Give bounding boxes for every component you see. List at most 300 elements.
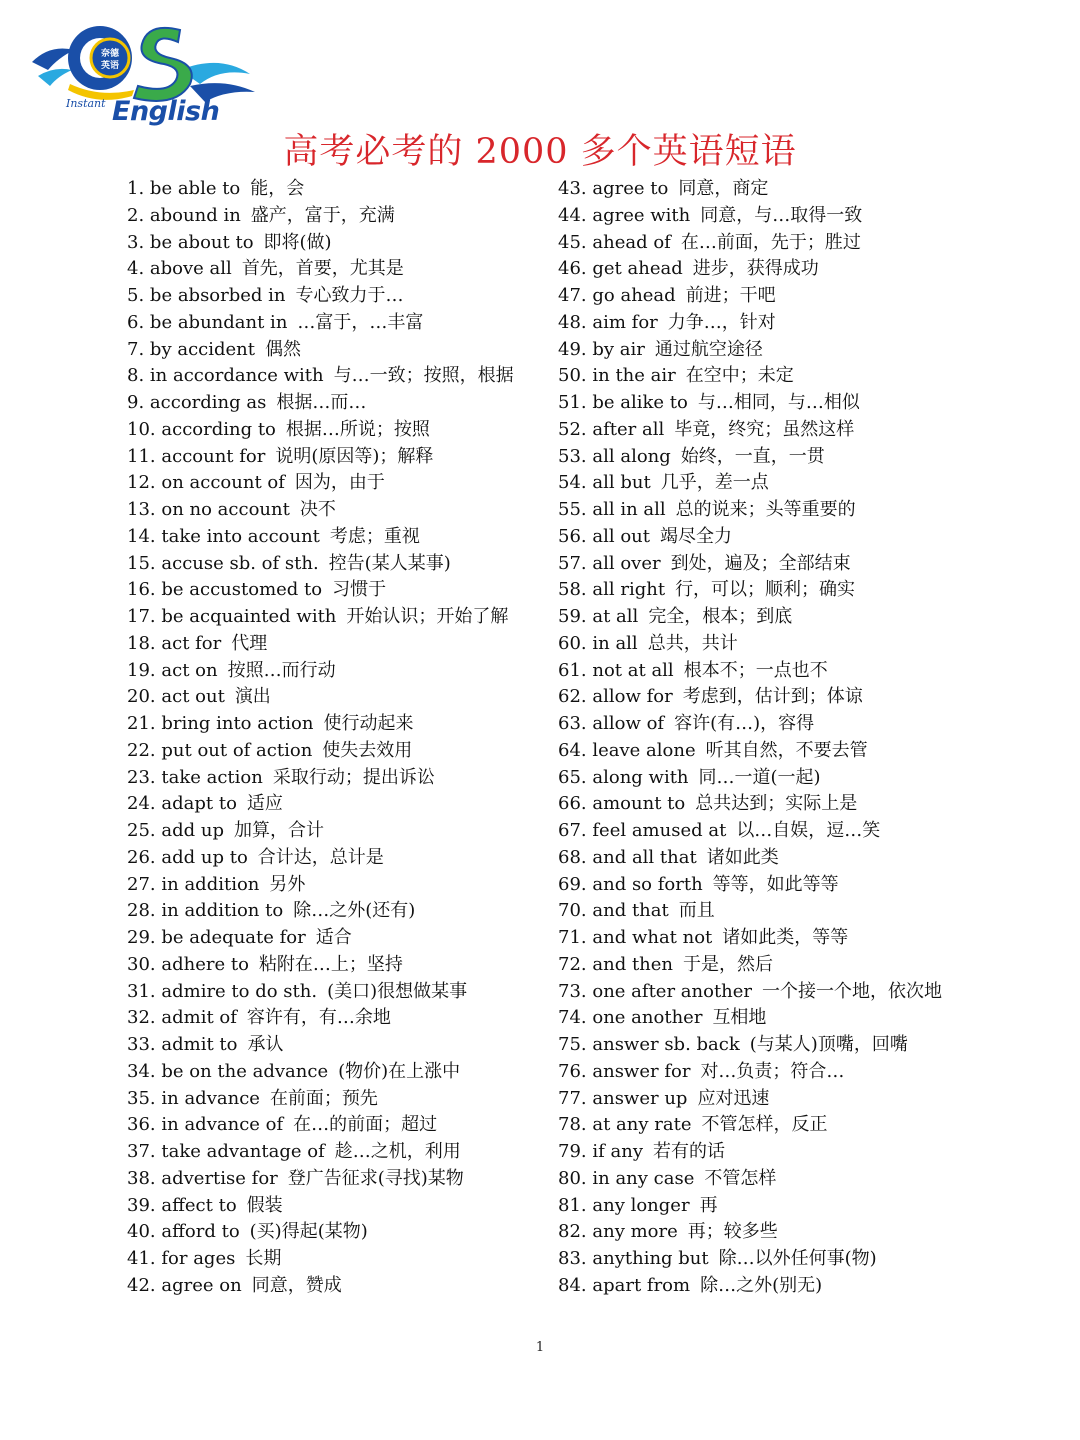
entry-meaning: 总的说来；头等重要的 xyxy=(675,499,856,520)
phrase-entry xyxy=(127,176,547,203)
entry-meaning: 在空中；未定 xyxy=(685,365,794,387)
entry-number: 55. xyxy=(558,499,587,520)
phrase-entry xyxy=(558,1273,1058,1300)
entry-meaning: 而且 xyxy=(678,900,715,922)
entry-phrase: by accident xyxy=(149,338,255,360)
entry-meaning: 再；较多些 xyxy=(687,1221,778,1243)
entry-meaning: 趁…之机，利用 xyxy=(334,1141,461,1162)
phrase-entry xyxy=(558,444,1058,471)
entry-number: 83. xyxy=(558,1248,587,1269)
entry-phrase: in the air xyxy=(592,365,676,387)
entry-phrase: be accustomed to xyxy=(161,579,323,601)
entry-meaning: 适应 xyxy=(246,793,283,815)
entry-number: 77. xyxy=(558,1087,587,1109)
entry-number: 57. xyxy=(558,552,587,574)
phrase-entry xyxy=(127,1005,547,1032)
entry-meaning: 完全，根本；到底 xyxy=(648,606,793,627)
entry-phrase: in any case xyxy=(592,1167,695,1189)
phrase-entry xyxy=(127,1086,547,1113)
entry-phrase: in accordance with xyxy=(149,365,324,387)
entry-number: 33. xyxy=(127,1034,156,1055)
entry-meaning: 应对迅速 xyxy=(697,1087,770,1109)
entry-meaning: (与某人)顶嘴，回嘴 xyxy=(749,1034,908,1055)
entry-meaning: 习惯于 xyxy=(332,579,387,601)
page-number: 1 xyxy=(535,1340,545,1355)
phrase-entry xyxy=(558,230,1058,257)
entry-phrase: advertise for xyxy=(161,1167,278,1189)
phrase-entry xyxy=(127,684,547,711)
entry-phrase: adapt to xyxy=(161,793,237,815)
entry-meaning: 使行动起来 xyxy=(323,713,414,734)
entry-number: 25. xyxy=(127,820,156,841)
entry-number: 38. xyxy=(127,1167,156,1189)
entry-meaning: 以…自娱，逗…笑 xyxy=(736,820,881,841)
entry-phrase: and all that xyxy=(592,846,697,868)
phrase-entry xyxy=(558,604,1058,631)
entry-meaning: 同意，与…取得一致 xyxy=(700,204,863,226)
entry-meaning: 加算，合计 xyxy=(234,820,324,841)
phrase-entry xyxy=(558,658,1058,685)
phrase-entry xyxy=(558,1219,1058,1246)
entry-meaning: 容许(有…)，容得 xyxy=(674,713,815,734)
entry-meaning: 与…一致；按照，根据 xyxy=(333,365,514,387)
entry-number: 49. xyxy=(558,338,587,360)
phrase-entry xyxy=(558,684,1058,711)
entry-phrase: and then xyxy=(592,953,674,975)
phrase-entry xyxy=(127,310,547,337)
entry-meaning: 总共，共计 xyxy=(647,632,738,654)
entry-number: 26. xyxy=(127,846,156,868)
entry-phrase: answer up xyxy=(592,1087,688,1109)
entry-number: 71. xyxy=(558,927,587,948)
phrase-entry xyxy=(558,470,1058,497)
phrase-entry xyxy=(558,577,1058,604)
phrase-entry xyxy=(127,577,547,604)
entry-number: 64. xyxy=(558,739,587,761)
entry-meaning: 开始认识；开始了解 xyxy=(346,606,509,627)
entry-number: 23. xyxy=(127,766,156,788)
entry-number: 65. xyxy=(558,766,587,788)
phrase-entry xyxy=(558,898,1058,925)
phrase-entry xyxy=(127,283,547,310)
entry-number: 41. xyxy=(127,1248,156,1269)
entry-meaning: 决不 xyxy=(299,499,336,520)
phrase-entry xyxy=(558,551,1058,578)
entry-phrase: be about to xyxy=(149,231,254,253)
entry-number: 82. xyxy=(558,1221,587,1243)
entry-number: 66. xyxy=(558,793,587,815)
entry-phrase: and what not xyxy=(592,927,713,948)
entry-meaning: 与…相同，与…相似 xyxy=(697,392,860,413)
entry-meaning: 同…一道(一起) xyxy=(698,766,821,788)
entry-phrase: in advance xyxy=(161,1087,260,1109)
entry-number: 40. xyxy=(127,1221,156,1243)
entry-phrase: on account of xyxy=(161,472,285,494)
entry-meaning: 根本不；一点也不 xyxy=(683,659,828,681)
entry-meaning: 除…以外任何事(物) xyxy=(718,1248,877,1269)
entry-number: 27. xyxy=(127,873,156,895)
entry-meaning: 除…之外(还有) xyxy=(293,900,416,922)
entry-number: 24. xyxy=(127,793,156,815)
entry-meaning: 到处，遍及；全部结束 xyxy=(670,552,851,574)
entry-phrase: be abundant in xyxy=(149,311,288,333)
entry-meaning: 同意，赞成 xyxy=(251,1274,342,1296)
entry-number: 84. xyxy=(558,1274,587,1296)
entry-number: 61. xyxy=(558,659,587,681)
entry-phrase: add up xyxy=(161,820,224,841)
entry-meaning: 适合 xyxy=(315,927,352,948)
phrase-entry xyxy=(558,925,1058,952)
phrase-entry xyxy=(127,417,547,444)
phrase-entry xyxy=(127,658,547,685)
entry-phrase: add up to xyxy=(161,846,248,868)
phrase-entry xyxy=(127,230,547,257)
entry-number: 32. xyxy=(127,1007,156,1029)
phrase-entry xyxy=(558,176,1058,203)
entry-phrase: be acquainted with xyxy=(161,606,337,627)
entry-meaning: 控告(某人某事) xyxy=(328,552,451,574)
entry-phrase: at any rate xyxy=(592,1114,692,1136)
phrase-entry xyxy=(127,898,547,925)
phrase-entry xyxy=(558,952,1058,979)
entry-meaning: 竭尽全力 xyxy=(660,525,733,547)
phrase-entry xyxy=(558,1005,1058,1032)
entry-number: 46. xyxy=(558,258,587,280)
entry-meaning: 在前面；预先 xyxy=(269,1087,378,1109)
entry-number: 67. xyxy=(558,820,587,841)
entry-phrase: according to xyxy=(161,418,276,440)
page-title: 高考必考的 2000 多个英语短语 xyxy=(283,132,797,172)
entry-phrase: all out xyxy=(592,525,651,547)
entry-meaning: 总共达到；实际上是 xyxy=(695,793,858,815)
entry-phrase: all over xyxy=(592,552,661,574)
phrase-entry xyxy=(127,497,547,524)
phrase-entry xyxy=(127,1219,547,1246)
phrase-entry xyxy=(127,738,547,765)
entry-meaning: 对…负责；符合… xyxy=(700,1060,845,1082)
phrase-entry xyxy=(127,256,547,283)
entry-phrase: any longer xyxy=(592,1194,690,1216)
entry-number: 81. xyxy=(558,1194,587,1216)
phrase-entry xyxy=(558,1059,1058,1086)
entry-number: 28. xyxy=(127,900,156,922)
entry-number: 15. xyxy=(127,552,156,574)
entry-number: 60. xyxy=(558,632,587,654)
logo-badge-text-top: 奈德 xyxy=(100,49,120,59)
entry-phrase: allow for xyxy=(592,686,673,708)
entry-phrase: at all xyxy=(592,606,639,627)
phrase-entry xyxy=(558,1112,1058,1139)
phrase-entry xyxy=(558,337,1058,364)
entry-phrase: admire to do sth. xyxy=(161,980,318,1002)
entry-phrase: act on xyxy=(161,659,218,681)
entry-number: 79. xyxy=(558,1141,587,1162)
entry-phrase: all in all xyxy=(592,499,666,520)
entry-number: 53. xyxy=(558,445,587,467)
entry-phrase: feel amused at xyxy=(592,820,727,841)
entry-phrase: ahead of xyxy=(592,231,671,253)
entry-phrase: act out xyxy=(161,686,225,708)
entry-phrase: any more xyxy=(592,1221,678,1243)
phrase-entry xyxy=(127,1112,547,1139)
entry-number: 14. xyxy=(127,525,156,547)
entry-phrase: go ahead xyxy=(592,285,676,306)
entry-number: 72. xyxy=(558,953,587,975)
entry-meaning: 根据…而… xyxy=(276,392,367,413)
entry-meaning: 登广告征求(寻找)某物 xyxy=(287,1167,464,1189)
entry-meaning: 同意，商定 xyxy=(678,178,769,199)
phrase-entry xyxy=(558,1193,1058,1220)
phrase-entry xyxy=(127,337,547,364)
phrase-entry xyxy=(127,711,547,738)
entry-number: 21. xyxy=(127,713,156,734)
entry-phrase: take action xyxy=(161,766,263,788)
entry-phrase: accuse sb. of sth. xyxy=(161,552,319,574)
entry-phrase: agree to xyxy=(592,178,669,199)
logo-english-text: English xyxy=(112,96,220,127)
entry-meaning: 互相地 xyxy=(712,1007,767,1029)
entry-number: 51. xyxy=(558,392,587,413)
phrase-entry xyxy=(558,818,1058,845)
logo-badge-text-bottom: 英语 xyxy=(100,61,120,71)
entry-meaning: 能，会 xyxy=(250,178,305,199)
entry-number: 4. xyxy=(127,258,145,280)
entry-number: 45. xyxy=(558,231,587,253)
phrase-entry xyxy=(127,631,547,658)
entry-meaning: 几乎，差一点 xyxy=(660,472,769,494)
entry-number: 6. xyxy=(127,311,145,333)
entry-meaning: 于是，然后 xyxy=(683,953,774,975)
phrase-entry xyxy=(127,765,547,792)
entry-number: 3. xyxy=(127,231,145,253)
entry-number: 63. xyxy=(558,713,587,734)
entry-number: 20. xyxy=(127,686,156,708)
entry-number: 43. xyxy=(558,178,587,199)
entry-meaning: 采取行动；提出诉讼 xyxy=(272,766,435,788)
entry-phrase: all but xyxy=(592,472,651,494)
phrase-entry xyxy=(558,1246,1058,1273)
phrase-entry xyxy=(558,791,1058,818)
entry-number: 68. xyxy=(558,846,587,868)
entry-number: 1. xyxy=(127,178,145,199)
entry-meaning: 按照…而行动 xyxy=(227,659,336,681)
phrase-entry xyxy=(558,979,1058,1006)
entry-phrase: answer sb. back xyxy=(592,1034,740,1055)
entry-number: 75. xyxy=(558,1034,587,1055)
entry-phrase: by air xyxy=(592,338,645,360)
entry-number: 80. xyxy=(558,1167,587,1189)
entry-phrase: in all xyxy=(592,632,638,654)
entry-number: 76. xyxy=(558,1060,587,1082)
entry-phrase: for ages xyxy=(161,1248,236,1269)
entry-meaning: 粘附在…上；坚持 xyxy=(258,953,403,975)
logo-instant-text: Instant xyxy=(66,97,106,110)
entry-phrase: according as xyxy=(149,392,267,413)
entry-number: 31. xyxy=(127,980,156,1002)
entry-number: 59. xyxy=(558,606,587,627)
entry-phrase: leave alone xyxy=(592,739,696,761)
entry-phrase: take advantage of xyxy=(161,1141,325,1162)
phrase-entry xyxy=(127,872,547,899)
entry-phrase: and so forth xyxy=(592,873,703,895)
phrase-entry xyxy=(127,818,547,845)
entry-meaning: (买)得起(某物) xyxy=(249,1221,368,1243)
entry-number: 36. xyxy=(127,1114,156,1136)
phrase-entry xyxy=(127,390,547,417)
phrase-column-left xyxy=(127,176,547,1300)
entry-phrase: be on the advance xyxy=(161,1060,329,1082)
phrase-entry xyxy=(558,363,1058,390)
instant-english-logo xyxy=(30,14,260,132)
entry-number: 62. xyxy=(558,686,587,708)
entry-meaning: 使失去效用 xyxy=(322,739,413,761)
entry-number: 5. xyxy=(127,285,145,306)
entry-number: 47. xyxy=(558,285,587,306)
entry-phrase: adhere to xyxy=(161,953,249,975)
entry-phrase: aim for xyxy=(592,311,658,333)
phrase-entry xyxy=(558,497,1058,524)
entry-meaning: 除…之外(别无) xyxy=(700,1274,823,1296)
entry-number: 48. xyxy=(558,311,587,333)
phrase-entry xyxy=(127,1166,547,1193)
entry-meaning: 代理 xyxy=(231,632,268,654)
phrase-entry xyxy=(127,363,547,390)
entry-phrase: be alike to xyxy=(592,392,688,413)
entry-number: 69. xyxy=(558,873,587,895)
entry-phrase: in addition xyxy=(161,873,260,895)
entry-meaning: 毕竟，终究；虽然这样 xyxy=(674,418,855,440)
entry-phrase: afford to xyxy=(161,1221,240,1243)
entry-phrase: in addition to xyxy=(161,900,284,922)
entry-number: 39. xyxy=(127,1194,156,1216)
entry-meaning: 一个接一个地，依次地 xyxy=(762,980,943,1002)
phrase-entry xyxy=(127,604,547,631)
entry-number: 50. xyxy=(558,365,587,387)
entry-phrase: be adequate for xyxy=(161,927,306,948)
entry-phrase: agree on xyxy=(161,1274,242,1296)
entry-number: 9. xyxy=(127,392,145,413)
entry-phrase: admit to xyxy=(161,1034,238,1055)
entry-number: 44. xyxy=(558,204,587,226)
phrase-entry xyxy=(558,631,1058,658)
entry-phrase: above all xyxy=(149,258,232,280)
entry-number: 42. xyxy=(127,1274,156,1296)
phrase-entry xyxy=(127,791,547,818)
entry-meaning: 再 xyxy=(699,1194,718,1216)
entry-meaning: 前进；干吧 xyxy=(685,285,776,306)
entry-meaning: 在…的前面；超过 xyxy=(293,1114,438,1136)
entry-phrase: and that xyxy=(592,900,669,922)
phrase-entry xyxy=(127,1032,547,1059)
phrase-entry xyxy=(127,203,547,230)
phrase-entry xyxy=(558,1166,1058,1193)
entry-number: 13. xyxy=(127,499,156,520)
entry-number: 22. xyxy=(127,739,156,761)
phrase-entry xyxy=(127,1273,547,1300)
entry-number: 52. xyxy=(558,418,587,440)
entry-meaning: (物价)在上涨中 xyxy=(338,1060,461,1082)
entry-number: 10. xyxy=(127,418,156,440)
phrase-entry xyxy=(558,1139,1058,1166)
entry-meaning: 另外 xyxy=(269,873,306,895)
entry-phrase: on no account xyxy=(161,499,290,520)
entry-meaning: 盛产，富于，充满 xyxy=(250,204,395,226)
entry-meaning: 即将(做) xyxy=(263,231,332,253)
entry-number: 70. xyxy=(558,900,587,922)
entry-meaning: 诸如此类，等等 xyxy=(722,927,849,948)
entry-number: 19. xyxy=(127,659,156,681)
phrase-entry xyxy=(127,1059,547,1086)
entry-meaning: 因为，由于 xyxy=(294,472,385,494)
entry-phrase: agree with xyxy=(592,204,691,226)
entry-phrase: allow of xyxy=(592,713,665,734)
entry-number: 58. xyxy=(558,579,587,601)
phrase-entry xyxy=(558,524,1058,551)
phrase-entry xyxy=(558,203,1058,230)
entry-phrase: anything but xyxy=(592,1248,709,1269)
entry-meaning: 不管怎样，反正 xyxy=(701,1114,828,1136)
entry-meaning: 等等，如此等等 xyxy=(712,873,839,895)
entry-phrase: one another xyxy=(592,1007,703,1029)
entry-meaning: 诸如此类 xyxy=(706,846,779,868)
entry-meaning: 通过航空途径 xyxy=(654,338,763,360)
phrase-entry xyxy=(127,925,547,952)
entry-phrase: answer for xyxy=(592,1060,691,1082)
phrase-entry xyxy=(127,1193,547,1220)
entry-phrase: account for xyxy=(161,445,266,467)
entry-phrase: bring into action xyxy=(161,713,314,734)
entry-meaning: 演出 xyxy=(234,686,271,708)
entry-meaning: 说明(原因等)；解释 xyxy=(275,445,434,467)
phrase-entry xyxy=(127,524,547,551)
entry-meaning: (美口)很想做某事 xyxy=(327,980,468,1002)
entry-number: 37. xyxy=(127,1141,156,1162)
entry-number: 12. xyxy=(127,472,156,494)
entry-meaning: 首先，首要，尤其是 xyxy=(241,258,404,280)
entry-meaning: 考虑到，估计到；体谅 xyxy=(682,686,863,708)
entry-phrase: after all xyxy=(592,418,665,440)
phrase-column-right xyxy=(558,176,1058,1300)
entry-meaning: 若有的话 xyxy=(653,1141,726,1162)
entry-phrase: be able to xyxy=(149,178,241,199)
entry-phrase: one after another xyxy=(592,980,753,1002)
entry-phrase: affect to xyxy=(161,1194,237,1216)
entry-meaning: 考虑；重视 xyxy=(329,525,420,547)
entry-number: 18. xyxy=(127,632,156,654)
entry-phrase: all along xyxy=(592,445,671,467)
entry-phrase: in advance of xyxy=(161,1114,284,1136)
phrase-entry xyxy=(558,390,1058,417)
entry-meaning: 长期 xyxy=(245,1248,282,1269)
entry-number: 34. xyxy=(127,1060,156,1082)
entry-meaning: 专心致力于… xyxy=(295,285,404,306)
entry-number: 11. xyxy=(127,445,156,467)
phrase-entry xyxy=(127,952,547,979)
entry-meaning: 承认 xyxy=(247,1034,284,1055)
entry-meaning: 力争…，针对 xyxy=(667,311,776,333)
entry-number: 30. xyxy=(127,953,156,975)
entry-phrase: put out of action xyxy=(161,739,313,761)
entry-meaning: 假装 xyxy=(246,1194,283,1216)
entry-number: 74. xyxy=(558,1007,587,1029)
phrase-entry xyxy=(127,444,547,471)
phrase-entry xyxy=(127,979,547,1006)
entry-phrase: admit of xyxy=(161,1007,237,1029)
phrase-entry xyxy=(127,551,547,578)
phrase-entry xyxy=(558,872,1058,899)
entry-number: 29. xyxy=(127,927,156,948)
phrase-entry xyxy=(127,470,547,497)
